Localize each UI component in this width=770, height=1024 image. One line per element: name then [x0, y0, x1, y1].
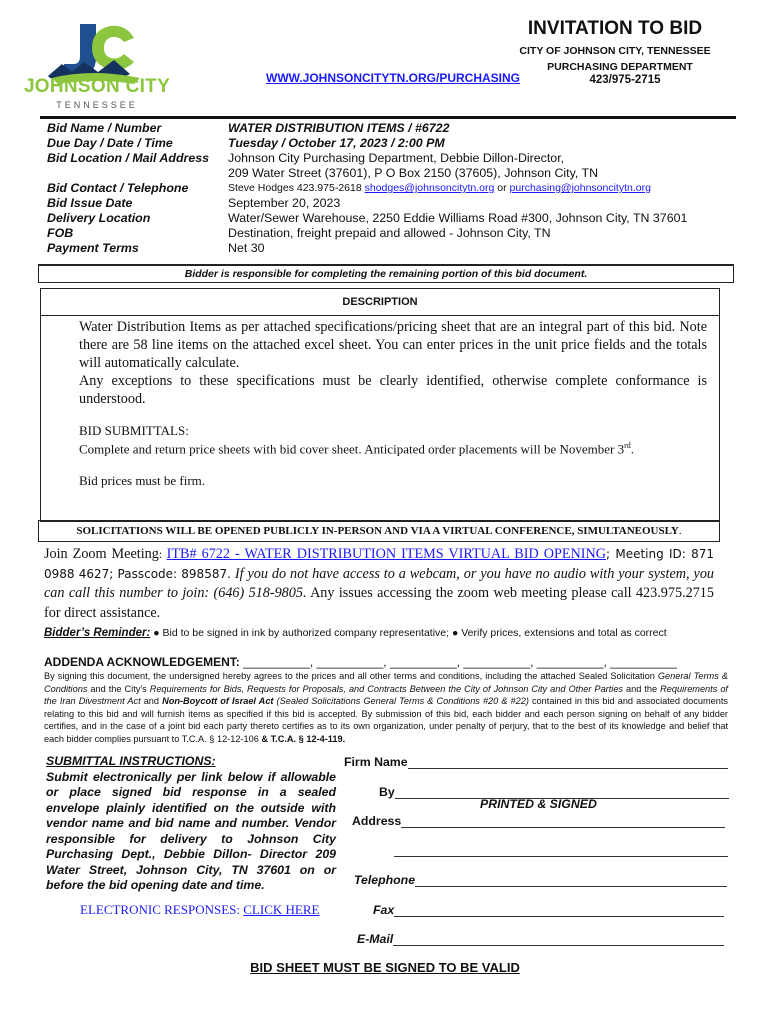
legal-t11: & T.C.A. § 12-4-119.: [261, 733, 346, 744]
electronic-responses-label: ELECTRONIC RESPONSES:: [80, 902, 240, 917]
legal-t5: and the: [623, 683, 661, 694]
submittals-text: Complete and return price sheets with bid cover sheet. Anticipated order placements will be November 3: [79, 441, 625, 457]
value-issue-date: September 20, 2023: [228, 196, 341, 210]
contact-email-link-2[interactable]: purchasing@johnsoncitytn.org: [509, 182, 651, 194]
zoom-meeting-id: ; Meeting ID: 871 0988 4627; Passcode: 898587.: [44, 547, 715, 581]
website-link[interactable]: WWW.JOHNSONCITYTN.ORG/PURCHASING: [266, 71, 520, 85]
contact-email-link-1[interactable]: shodges@johnsoncitytn.org: [364, 182, 495, 194]
electronic-responses: [80, 902, 319, 918]
submittals-heading: BID SUBMITTALS:: [79, 423, 189, 438]
form-fax-label: Fax: [373, 903, 395, 917]
form-address-row: [352, 813, 725, 828]
logo-state: TENNESSEE: [56, 100, 138, 110]
value-delivery: Water/Sewer Warehouse, 2250 Eddie Williams Road #300, Johnson City, TN 37601: [228, 211, 688, 225]
bid-info-labels: [47, 121, 209, 256]
value-name-number: WATER DISTRIBUTION ITEMS / #6722: [228, 121, 450, 135]
submittal-text: Submit electronically per link below if allowable or place signed bid response in a sealed envelope plainly identified on the outside with vendor name and bid name and number. Vendor responsible for delivery to Johnson City Purchasing Dept., Debbie Dillon- Director 209 Water Street, Johnson City, TN 37601 on or before the bid opening date and time.: [46, 769, 336, 892]
value-due: Tuesday / October 17, 2023 / 2:00 PM: [228, 136, 445, 150]
bidder-reminder-label: Bidder’s Reminder:: [44, 627, 151, 639]
form-printed-signed: PRINTED & SIGNED: [480, 797, 597, 811]
contact-name: Steve Hodges 423.975-2618: [228, 182, 362, 194]
value-location-1: Johnson City Purchasing Department, Debbie Dillon-Director,: [228, 151, 565, 165]
label-contact: Bid Contact / Telephone: [47, 181, 189, 195]
addenda-acknowledgement: [44, 655, 677, 669]
form-address-input[interactable]: [401, 813, 725, 828]
value-contact: [228, 181, 687, 196]
submittals-end: .: [630, 441, 635, 457]
description-box: [40, 288, 720, 522]
bidder-reminder-text: ● Bid to be signed in ink by authorized company representative; ● Verify prices, extensions and total as correct: [153, 627, 667, 639]
value-location-2: 209 Water Street (37601), P O Box 2150 (37605), Johnson City, TN: [228, 166, 599, 180]
submittal-heading: SUBMITTAL INSTRUCTIONS:: [46, 754, 216, 768]
form-email-row: [357, 931, 724, 946]
form-firm-name-input[interactable]: [408, 754, 728, 769]
bid-info-values: [228, 121, 687, 256]
legal-t10: contained in this bid and associated documents relating to this bid and will furnish items as specified if this bid is accepted. By submission of this bid, each bidder and each person signing on behalf of any bidder certifies, and in the case of a joint bid each party thereto certifies as to its own organization, under penalty of perjury, that to the best of its knowledge and belief that each bidder complies pursuant to T.C.A. § 12-12-106: [44, 696, 729, 744]
form-email-input[interactable]: [393, 931, 724, 946]
bidder-reminder: [44, 627, 734, 639]
description-body: [79, 318, 707, 408]
legal-t4: Requirements for Bids, Requests for Proposals, and Contracts Between the City of Johnson City and Other Parties: [149, 683, 624, 694]
header-department: PURCHASING DEPARTMENT: [547, 61, 693, 73]
legal-t8: Non-Boycott of Israel Act: [162, 696, 274, 706]
legal-t1: By signing this document, the undersigned hereby agrees to the prices and all other terms and conditions, including the attached Sealed Solicitation: [44, 671, 658, 681]
header-city: CITY OF JOHNSON CITY, TENNESSEE: [519, 45, 711, 57]
form-email-label: E-Mail: [357, 932, 394, 946]
submittals-text-line: [79, 441, 634, 457]
form-telephone-label: Telephone: [354, 873, 416, 887]
submittal-instructions: [46, 754, 336, 894]
form-firm-name-label: Firm Name: [344, 755, 408, 769]
form-telephone-row: [354, 872, 727, 887]
bid-prices-firm: Bid prices must be firm.: [79, 473, 206, 488]
value-fob: Destination, freight prepaid and allowed - Johnson City, TN: [228, 226, 551, 240]
description-para-2: Any exceptions to these specifications must be clearly identified, otherwise complete conformance is understood.: [79, 373, 707, 407]
header-divider: [40, 116, 736, 119]
label-location: Bid Location / Mail Address: [47, 151, 210, 165]
form-fax-row: [373, 902, 724, 917]
label-payment: Payment Terms: [47, 241, 139, 255]
form-firm-name-row: [344, 754, 728, 769]
form-address-label: Address: [352, 814, 402, 828]
responsibility-note: Bidder is responsible for completing the remaining portion of this bid document.: [38, 264, 734, 283]
value-payment: Net 30: [228, 241, 265, 255]
solicitation-note-end: .: [678, 525, 682, 537]
label-due: Due Day / Date / Time: [47, 136, 173, 150]
johnson-city-logo: [22, 18, 172, 113]
page-title: INVITATION TO BID: [527, 18, 703, 39]
logo-name: JOHNSON CITY: [23, 76, 171, 97]
legal-t2: General Terms & Conditions: [44, 671, 728, 694]
form-fax-input[interactable]: [394, 902, 724, 917]
header-phone: 423/975-2715: [589, 74, 661, 86]
zoom-join-label: Join Zoom Meeting: [44, 546, 159, 562]
footer-note: BID SHEET MUST BE SIGNED TO BE VALID: [250, 960, 520, 975]
form-address-line-2[interactable]: [394, 842, 728, 857]
zoom-paragraph: [44, 545, 714, 623]
legal-text: [44, 670, 728, 745]
label-fob: FOB: [47, 226, 74, 240]
electronic-responses-link[interactable]: CLICK HERE: [243, 902, 320, 917]
zoom-colon: :: [158, 547, 167, 561]
label-name-number: Bid Name / Number: [47, 121, 162, 135]
solicitation-note: [38, 520, 720, 542]
legal-t6: Requirements of the Iran Divestment Act: [44, 683, 728, 706]
zoom-no-webcam-note: If you do not have access to a webcam, or you have no audio with your system, you can call this number to join: (646) 518-9805.: [44, 565, 715, 601]
form-telephone-input[interactable]: [415, 872, 727, 887]
submittals-sup: rd: [624, 441, 631, 450]
solicitation-note-text: SOLICITATIONS WILL BE OPENED PUBLICLY IN-PERSON AND VIA A VIRTUAL CONFERENCE, SIMULTANEOUSLY: [76, 525, 679, 537]
description-para-1: Water Distribution Items as per attached specifications/pricing sheet that are an integral part of this bid. Note there are 58 line items on the attached excel sheet. You can enter prices in the unit price fields and the totals will automatically calculate.: [79, 319, 707, 371]
zoom-issues-note: Any issues accessing the zoom web meeting please call 423.975.2715 for direct assistance.: [44, 585, 714, 621]
addenda-blanks[interactable]: __________, __________, __________, __________, __________, __________: [243, 655, 677, 669]
label-delivery: Delivery Location: [47, 211, 151, 225]
form-by-label: By: [379, 785, 395, 799]
zoom-meeting-link[interactable]: ITB# 6722 - WATER DISTRIBUTION ITEMS VIRTUAL BID OPENING: [166, 546, 607, 562]
contact-or: or: [497, 182, 507, 194]
legal-t3: and the City's: [87, 683, 150, 694]
legal-t7: and: [140, 696, 163, 706]
description-heading: DESCRIPTION: [41, 289, 719, 316]
legal-t9: (Sealed Solicitations General Terms & Conditions #20 & #22): [273, 696, 529, 706]
addenda-label: ADDENDA ACKNOWLEDGEMENT:: [44, 655, 240, 669]
label-issue-date: Bid Issue Date: [47, 196, 133, 210]
